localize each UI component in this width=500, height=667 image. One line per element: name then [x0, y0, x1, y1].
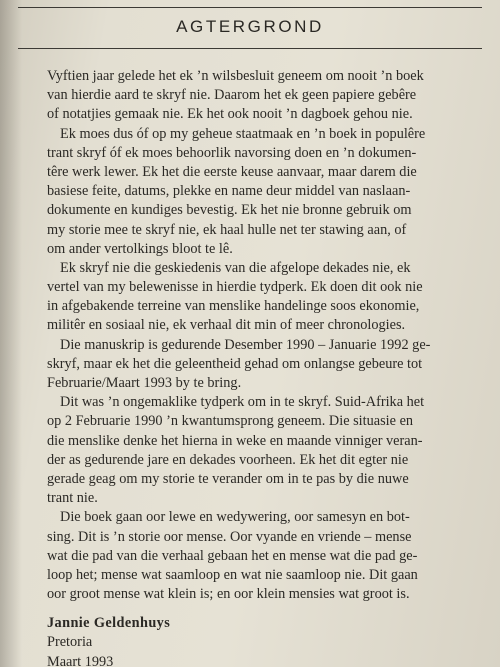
text-line: militêr en sosiaal nie, ek verhaal dit min of meer chronologies.: [47, 317, 406, 334]
page-gutter-shadow: [0, 0, 22, 667]
text-line: dokumente en kundiges bevestig. Ek het nie bronne gebruik om: [47, 202, 412, 219]
text-line: op 2 Februarie 1990 ’n kwantumsprong geneem. Die situasie en: [47, 413, 414, 430]
author-name: Jannie Geldenhuys: [47, 615, 171, 632]
paragraph: [47, 125, 430, 259]
text-line: my storie mee te skryf nie, ek haal hulle net ter stawing aan, of: [47, 221, 407, 238]
paragraph: [47, 508, 430, 604]
text-line: in afgebakende terreine van menslike handelinge soos ekonomie,: [47, 298, 420, 315]
body-text: [47, 67, 430, 667]
text-line: die menslike denke het hierna in weke en maande vinniger veran-: [47, 432, 423, 449]
signature-place: Pretoria: [47, 634, 93, 651]
text-line: wat die pad van die verhaal gebaan het en mense wat die pad ge-: [47, 547, 418, 564]
text-line: Die manuskrip is gedurende Desember 1990 – Januarie 1992 ge-: [60, 336, 431, 353]
text-line: trant nie.: [47, 490, 98, 507]
heading-underline-rule: [18, 48, 482, 49]
signature-block: [47, 614, 430, 667]
text-line: of notatjies gemaak nie. Ek het ook nooit ’n dagboek gehou nie.: [47, 106, 413, 123]
text-line: têre werk lewer. Ek het die eerste keuse aanvaar, maar darem die: [47, 163, 417, 180]
text-line: Dit was ’n ongemaklike tydperk om in te skryf. Suid-Afrika het: [60, 394, 425, 411]
text-line: trant skryf óf ek moes behoorlik navorsing doen en ’n dokumen-: [47, 144, 417, 161]
text-line: gerade geag om my storie te verander om in te pas by die nuwe: [47, 470, 409, 487]
paragraphs: [47, 67, 430, 604]
text-line: Ek moes dus óf op my geheue staatmaak en ’n boek in populêre: [60, 125, 426, 142]
text-line: Vyftien jaar gelede het ek ’n wilsbesluit geneem om nooit ’n boek: [47, 68, 424, 84]
text-line: om ander vertolkings bloot te lê.: [47, 240, 233, 257]
paragraph: [47, 67, 430, 125]
text-line: Februarie/Maart 1993 by te bring.: [47, 375, 242, 391]
text-line: oor groot mense wat klein is; en oor klein mensies wat groot is.: [47, 586, 410, 603]
text-line: basiese feite, datums, plekke en name deur middel van naslaan-: [47, 183, 411, 200]
text-line: vertel van my belewenisse in hierdie tydperk. Ek doen dit ook nie: [47, 279, 423, 296]
signature-date: Maart 1993: [47, 653, 114, 667]
text-line: Ek skryf nie die geskiedenis van die afgelope dekades nie, ek: [60, 259, 411, 276]
text-line: van hierdie aard te skryf nie. Daarom het ek geen papiere gebêre: [47, 87, 417, 104]
paragraph: [47, 336, 430, 394]
text-line: sing. Dit is ’n storie oor mense. Oor vyande en vriende – mense: [47, 528, 412, 545]
text-line: der as gedurende jare en dekades voorheen. Ek het dit egter nie: [47, 451, 409, 468]
text-line: skryf, maar ek het die geleentheid gehad om onlangse gebeure tot: [47, 355, 423, 372]
paragraph: [47, 393, 430, 508]
text-line: Die boek gaan oor lewe en wedywering, oor samesyn en bot-: [60, 509, 410, 526]
text-line: loop het; mense wat saamloop en wat nie saamloop nie. Dit gaan: [47, 566, 418, 583]
paragraph: [47, 259, 430, 336]
top-rule: [18, 7, 482, 8]
page-heading: AGTERGROND: [176, 17, 324, 36]
